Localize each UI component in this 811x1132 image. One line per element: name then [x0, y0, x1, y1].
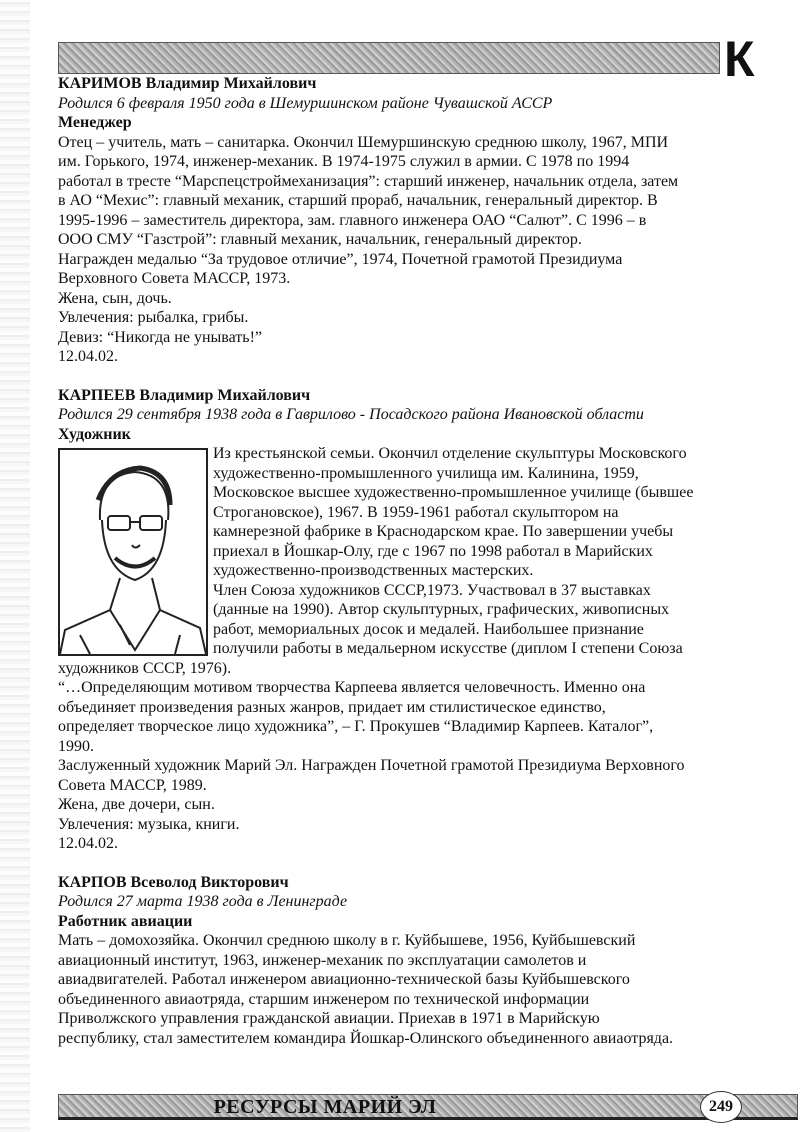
entry-text-line: Московское высшее художественно-промышленное училище (бывшее	[213, 484, 694, 501]
footer-title: РЕСУРСЫ МАРИЙ ЭЛ	[213, 1096, 437, 1118]
entry-name: КАРПОВ Всеволод Викторович	[58, 873, 289, 891]
entry-text-line: приехал в Йошкар-Олу, где с 1967 по 1998 работал в Марийских	[213, 542, 653, 560]
header-band	[58, 42, 720, 74]
entry-text-line: Член Союза художников СССР,1973. Участвовал в 37 выставках	[213, 581, 651, 599]
entry-text-line: 1995-1996 – заместитель директора, зам. главного инженера ОАО “Салют”. С 1996 – в	[58, 211, 647, 229]
entry-text-line: объединенного авиаотряда, старшим инженером по технической информации	[58, 990, 590, 1008]
entry-text-line: им. Горького, 1974, инженер-механик. В 1974-1975 служил в армии. С 1978 по 1994	[58, 153, 630, 170]
entry-text-line: художественно-промышленного училища им. Калинина, 1959,	[213, 464, 639, 482]
entry-text-line: (данные на 1990). Автор скульптурных, графических, живописных	[213, 601, 670, 618]
entry-profession: Менеджер	[58, 114, 132, 131]
entry-text-line: Жена, две дочери, сын.	[58, 796, 215, 813]
entry-text-line: Строгановское), 1967. В 1959-1961 работал скульптором на	[213, 503, 619, 521]
entry-birth: Родился 29 сентября 1938 года в Гаврилово - Посадского района Ивановской области	[58, 406, 644, 423]
entry-text-line: Увлечения: рыбалка, грибы.	[58, 309, 249, 326]
entry-text-line: авиационный институт, 1963, инженер-механик по эксплуатации самолетов и	[58, 951, 587, 969]
page-number: 249	[700, 1091, 742, 1123]
portrait-karpeev	[58, 448, 208, 656]
entry-birth: Родился 6 февраля 1950 года в Шемуршинском районе Чувашской АССР	[58, 94, 553, 112]
entry-text-line: художников СССР, 1976).	[58, 659, 232, 677]
entry-text-line: художественно-производственных мастерских.	[213, 562, 534, 579]
entry-name: КАРПЕЕВ Владимир Михайлович	[58, 386, 311, 404]
entry-text-line: 12.04.02.	[58, 835, 118, 852]
entry-text-line: Жена, сын, дочь.	[58, 289, 172, 307]
entry-text-line: Верховного Совета МАССР, 1973.	[58, 270, 291, 287]
entry-text-line: Отец – учитель, мать – санитарка. Окончил Шемуршинскую среднюю школу, 1967, МПИ	[58, 133, 669, 151]
entry-text-line: Увлечения: музыка, книги.	[58, 815, 240, 833]
entry-text-line: объединяет произведения разных жанров, придает им стилистическое единство,	[58, 698, 606, 716]
entry-gap	[58, 854, 798, 873]
entry-text-line: Награжден медалью “За трудовое отличие”, 1974, Почетной грамотой Президиума	[58, 250, 623, 268]
entry-text-line: республику, стал заместителем командира Йошкар-Олинского объединенного авиаотряда.	[58, 1029, 674, 1047]
entry-text-line: ООО СМУ “Газстрой”: главный механик, начальник, генеральный директор.	[58, 231, 582, 248]
entry-text-line: Мать – домохозяйка. Окончил среднюю школу в г. Куйбышеве, 1956, Куйбышевский	[58, 932, 636, 949]
entry-birth: Родился 27 марта 1938 года в Ленинграде	[58, 893, 348, 910]
entry-text-line: в АО “Мехис”: главный механик, старший прораб, начальник, генеральный директор. В	[58, 192, 658, 209]
entry-profession: Работник авиации	[58, 912, 193, 930]
entry-text-line: 1990.	[58, 737, 94, 755]
entry-text-line: получили работы в медальерном искусстве (диплом I степени Союза	[213, 640, 683, 657]
entry-text-line: Девиз: “Никогда не унывать!”	[58, 328, 263, 346]
entry-text-line: 12.04.02.	[58, 348, 118, 365]
entry-text-line: Из крестьянской семьи. Окончил отделение скульптуры Московского	[213, 445, 687, 462]
entry-text-line: Совета МАССР, 1989.	[58, 776, 207, 794]
entry-text-line: “…Определяющим мотивом творчества Карпеева является человечность. Именно она	[58, 679, 646, 696]
entry-text-line: Приволжского управления гражданской авиации. Приехав в 1971 в Марийскую	[58, 1010, 600, 1027]
entry-text-line: работ, мемориальных досок и медалей. Наибольшее признание	[213, 620, 644, 638]
entry-text-line: Заслуженный художник Марий Эл. Награжден Почетной грамотой Президиума Верховного	[58, 757, 685, 774]
entry-name: КАРИМОВ Владимир Михайлович	[58, 75, 317, 92]
entry-text-line: авиадвигателей. Работал инженером авиационно-технической базы Куйбышевского	[58, 971, 630, 988]
entry-profession: Художник	[58, 425, 131, 443]
portrait-sketch-icon	[60, 450, 206, 654]
entry-text-line: камнерезной фабрике в Краснодарском крае. По завершении учебы	[213, 523, 674, 540]
entry-text-line: работал в тресте “Марспецстроймеханизация”: старший инженер, начальник отдела, затем	[58, 172, 679, 190]
entry-gap	[58, 367, 798, 386]
entry-text-line: определяет творческое лицо художника”, – Г. Прокушев “Владимир Карпеев. Каталог”,	[58, 718, 654, 735]
scan-edge	[0, 0, 30, 1132]
section-letter: К	[724, 31, 755, 87]
